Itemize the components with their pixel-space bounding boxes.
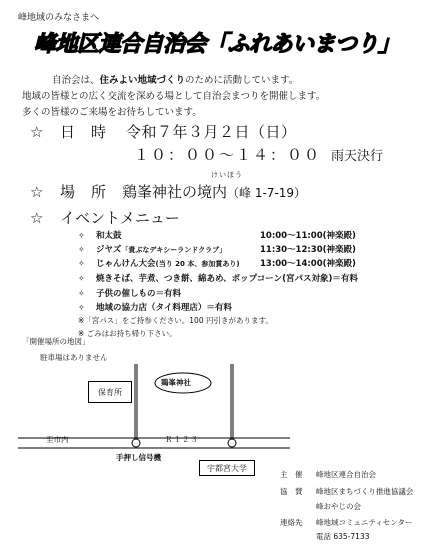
map-caption: 「開催場所の地図」 <box>22 337 90 346</box>
place-value: 鶏峯神社の境内 <box>122 183 228 201</box>
place-ruby: けいほう <box>211 171 243 179</box>
place-label: 場所 <box>60 183 123 201</box>
diamond-icon: ✧ <box>78 245 85 254</box>
nursery-box <box>88 381 132 403</box>
event-note: (当り 20 本、参加賞あり) <box>155 260 240 268</box>
star-icon: ☆ <box>30 209 44 227</box>
date-value: 令和７年３月２日（日） <box>126 123 297 141</box>
events-heading: イベントメニュー <box>60 209 180 227</box>
phone-value: 電話 635-7133 <box>316 532 370 541</box>
crossing-icon <box>228 439 236 447</box>
date-section <box>30 121 297 142</box>
area-map <box>0 340 434 470</box>
event-name: 和太鼓 <box>96 231 122 241</box>
university-label: 宇都宮大学 <box>207 463 247 473</box>
support-label: 協 賛 <box>280 487 303 496</box>
direction-label: 至市内 <box>46 435 69 444</box>
event-note: 「貴ぶなデキシーランドクラブ」 <box>121 246 227 254</box>
rain-note: 雨天決行 <box>331 149 384 164</box>
university-box <box>199 460 255 476</box>
note-2: ※ ごみはお持ち帰り下さい。 <box>78 329 177 338</box>
diamond-icon: ✧ <box>78 274 85 283</box>
event-time: 10:00～11:00(神楽殿) <box>260 231 356 241</box>
time-value: １０：００～１４：００ <box>134 146 322 164</box>
events-section <box>30 207 180 228</box>
page-title: 峰地区連合自治会「ふれあいまつり」 <box>34 32 400 57</box>
date-label: 日時 <box>60 123 123 141</box>
event-item <box>78 301 232 313</box>
nursery-label: 保育所 <box>98 387 122 397</box>
intro-line-1: 自治会は、住みよい地域づくりのために活動しています。 <box>52 75 299 86</box>
event-name: ジヤズ <box>96 245 122 255</box>
contact-label: 連絡先 <box>280 518 303 527</box>
support-value-1: 峰地区まちづくり推進協議会 <box>316 487 414 496</box>
diamond-icon: ✧ <box>78 303 85 312</box>
event-name: 地域の協力店（タイ料理店）＝有料 <box>96 303 232 313</box>
signal-icon <box>132 439 140 447</box>
event-name: 子供の催しもの＝有料 <box>96 289 182 299</box>
diamond-icon: ✧ <box>78 231 85 240</box>
star-icon: ☆ <box>30 123 44 141</box>
note-1: ※「宮パス」をご持参ください。100 円引きがあります。 <box>78 316 273 325</box>
event-item <box>78 272 358 284</box>
intro-line-2: 地域の皆様との広く交流を深める場として自治会まつりを開催します。 <box>22 91 326 102</box>
event-name: 焼きそば、芋煮、つき餅、綿あめ、ポップコーン(宮パス対象)＝有料 <box>96 274 358 284</box>
shrine-label: 鶏峯神社 <box>161 378 191 387</box>
support-value-2: 峰おやじの会 <box>316 502 361 511</box>
host-value: 峰地区連合自治会 <box>316 470 376 479</box>
event-item <box>78 229 122 241</box>
parking-note: 駐車場はありません <box>40 353 108 362</box>
event-item <box>78 287 181 299</box>
event-item <box>78 257 240 269</box>
place-section <box>30 181 306 202</box>
route-label: Ｒ１２３ <box>165 435 199 444</box>
diamond-icon: ✧ <box>78 289 85 298</box>
greeting: 峰地域のみなさまへ <box>18 13 100 23</box>
intro-line-3: 多くの皆様のご来場をお待ちしています。 <box>22 107 202 118</box>
event-item <box>78 243 226 255</box>
diamond-icon: ✧ <box>78 259 85 268</box>
star-icon: ☆ <box>30 183 44 201</box>
event-time: 11:30～12:30(神楽殿) <box>260 245 356 255</box>
contact-value: 峰地域コミュニティセンター <box>316 518 413 527</box>
event-time: 13:00～14:00(神楽殿) <box>260 259 356 269</box>
time-row <box>134 144 383 165</box>
signal-label: 手押し信号機 <box>116 453 161 462</box>
place-address: （峰 1-7-19） <box>227 186 307 200</box>
event-name: じゃんけん大会 <box>96 259 156 269</box>
host-label: 主 催 <box>280 470 303 479</box>
